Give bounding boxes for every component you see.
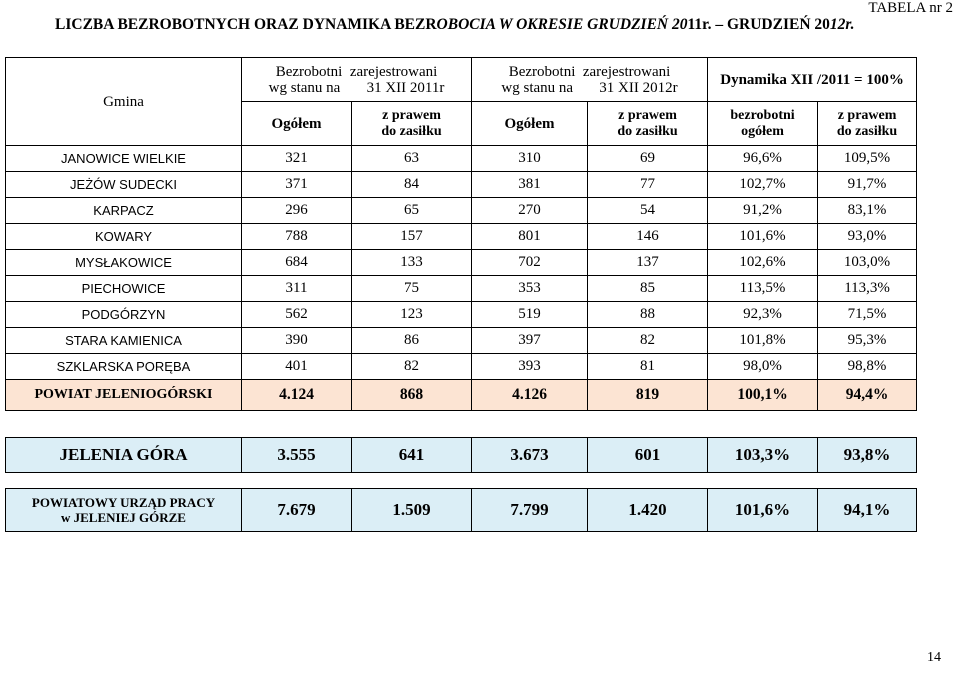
powiat-dyn-z-prawem: 94,4% bbox=[818, 380, 917, 411]
powiat-z-prawem-2011: 868 bbox=[352, 380, 472, 411]
jelenia-z-prawem-2012: 601 bbox=[588, 438, 708, 473]
powiat-ogolem-2011: 4.124 bbox=[242, 380, 352, 411]
header-group-2011 bbox=[242, 58, 472, 102]
z-prawem-2012: 77 bbox=[588, 172, 708, 198]
z-prawem-2011: 133 bbox=[352, 250, 472, 276]
title-part-2: OBOCIA W OKRESIE GRUDZIEŃ 20 bbox=[436, 16, 688, 33]
table-number-label: TABELA nr 2 bbox=[868, 0, 953, 16]
table-row bbox=[6, 250, 917, 276]
page-number: 14 bbox=[927, 650, 941, 665]
ogolem-2012: 381 bbox=[472, 172, 588, 198]
pup-z-prawem-2012: 1.420 bbox=[588, 489, 708, 532]
table-row bbox=[6, 302, 917, 328]
gmina-name: PODGÓRZYN bbox=[6, 302, 242, 328]
jelenia-dyn-ogolem: 103,3% bbox=[708, 438, 818, 473]
dyn-z-prawem: 91,7% bbox=[818, 172, 917, 198]
dyn-ogolem: 92,3% bbox=[708, 302, 818, 328]
title-part-4: 12r. bbox=[829, 16, 855, 33]
dyn-z-prawem: 93,0% bbox=[818, 224, 917, 250]
header-z-prawem-2012 bbox=[588, 102, 708, 146]
dyn-ogolem: 102,6% bbox=[708, 250, 818, 276]
header-group-2011-line2: wg stanu na 31 XII 2011r bbox=[268, 79, 445, 96]
dyn-ogolem: 101,6% bbox=[708, 224, 818, 250]
table-row bbox=[6, 328, 917, 354]
ogolem-2012: 393 bbox=[472, 354, 588, 380]
dyn-ogolem: 98,0% bbox=[708, 354, 818, 380]
jelenia-ogolem-2012: 3.673 bbox=[472, 438, 588, 473]
ogolem-2012: 310 bbox=[472, 146, 588, 172]
ogolem-2011: 296 bbox=[242, 198, 352, 224]
dyn-ogolem: 101,8% bbox=[708, 328, 818, 354]
dyn-z-prawem: 109,5% bbox=[818, 146, 917, 172]
z-prawem-2012: 69 bbox=[588, 146, 708, 172]
jelenia-ogolem-2011: 3.555 bbox=[242, 438, 352, 473]
pup-name-line2: w JELENIEJ GÓRZE bbox=[61, 510, 186, 525]
ogolem-2012: 353 bbox=[472, 276, 588, 302]
gmina-name: KOWARY bbox=[6, 224, 242, 250]
pup-dyn-z-prawem: 94,1% bbox=[818, 489, 917, 532]
pup-ogolem-2012: 7.799 bbox=[472, 489, 588, 532]
header-bezrobotni-line1: bezrobotni bbox=[730, 107, 795, 123]
table-row bbox=[6, 276, 917, 302]
header-dyn-z-prawem bbox=[818, 102, 917, 146]
dyn-z-prawem: 71,5% bbox=[818, 302, 917, 328]
ogolem-2011: 390 bbox=[242, 328, 352, 354]
dyn-ogolem: 91,2% bbox=[708, 198, 818, 224]
gmina-name: JANOWICE WIELKIE bbox=[6, 146, 242, 172]
table-row bbox=[6, 172, 917, 198]
pup-name bbox=[6, 489, 242, 532]
title-part-1: LICZBA BEZROBOTNYCH ORAZ DYNAMIKA BEZR bbox=[55, 16, 437, 33]
header-gmina: Gmina bbox=[6, 58, 242, 146]
jelenia-gora-table bbox=[5, 437, 917, 473]
z-prawem-2012: 82 bbox=[588, 328, 708, 354]
z-prawem-2012: 81 bbox=[588, 354, 708, 380]
z-prawem-2012: 146 bbox=[588, 224, 708, 250]
ogolem-2011: 401 bbox=[242, 354, 352, 380]
header-dynamika: Dynamika XII /2011 = 100% bbox=[708, 58, 917, 102]
gmina-name: STARA KAMIENICA bbox=[6, 328, 242, 354]
gmina-name: PIECHOWICE bbox=[6, 276, 242, 302]
dyn-z-prawem: 113,3% bbox=[818, 276, 917, 302]
gmina-name: KARPACZ bbox=[6, 198, 242, 224]
summary-row-powiat bbox=[6, 380, 917, 411]
pup-z-prawem-2011: 1.509 bbox=[352, 489, 472, 532]
z-prawem-2012: 88 bbox=[588, 302, 708, 328]
powiat-ogolem-2012: 4.126 bbox=[472, 380, 588, 411]
z-prawem-2011: 63 bbox=[352, 146, 472, 172]
dyn-z-prawem: 103,0% bbox=[818, 250, 917, 276]
header-z-prawem-line2: do zasiłku bbox=[836, 123, 898, 139]
z-prawem-2012: 54 bbox=[588, 198, 708, 224]
z-prawem-2011: 65 bbox=[352, 198, 472, 224]
table-row bbox=[6, 354, 917, 380]
table-row bbox=[6, 146, 917, 172]
pup-table bbox=[5, 488, 917, 532]
ogolem-2011: 788 bbox=[242, 224, 352, 250]
title-part-3: 11r. – GRUDZIEŃ 20 bbox=[687, 16, 830, 33]
header-group-2012-line2: wg stanu na 31 XII 2012r bbox=[501, 79, 678, 96]
jelenia-dyn-z-prawem: 93,8% bbox=[818, 438, 917, 473]
powiat-dyn-ogolem: 100,1% bbox=[708, 380, 818, 411]
dyn-z-prawem: 83,1% bbox=[818, 198, 917, 224]
z-prawem-2012: 137 bbox=[588, 250, 708, 276]
summary-row-jelenia-gora bbox=[6, 438, 917, 473]
ogolem-2011: 371 bbox=[242, 172, 352, 198]
ogolem-2011: 321 bbox=[242, 146, 352, 172]
header-z-prawem-line2: do zasiłku bbox=[381, 123, 442, 139]
jelenia-z-prawem-2011: 641 bbox=[352, 438, 472, 473]
page-title bbox=[55, 16, 854, 34]
header-dyn-bezrobotni bbox=[708, 102, 818, 146]
gmina-name: MYSŁAKOWICE bbox=[6, 250, 242, 276]
dyn-ogolem: 113,5% bbox=[708, 276, 818, 302]
z-prawem-2012: 85 bbox=[588, 276, 708, 302]
dyn-z-prawem: 98,8% bbox=[818, 354, 917, 380]
pup-dyn-ogolem: 101,6% bbox=[708, 489, 818, 532]
dyn-ogolem: 96,6% bbox=[708, 146, 818, 172]
header-z-prawem-line2: do zasiłku bbox=[617, 123, 678, 139]
header-z-prawem-line1: z prawem bbox=[382, 107, 441, 123]
ogolem-2011: 684 bbox=[242, 250, 352, 276]
z-prawem-2011: 82 bbox=[352, 354, 472, 380]
z-prawem-2011: 157 bbox=[352, 224, 472, 250]
z-prawem-2011: 123 bbox=[352, 302, 472, 328]
z-prawem-2011: 75 bbox=[352, 276, 472, 302]
ogolem-2012: 702 bbox=[472, 250, 588, 276]
dyn-z-prawem: 95,3% bbox=[818, 328, 917, 354]
dyn-ogolem: 102,7% bbox=[708, 172, 818, 198]
header-bezrobotni-line2: ogółem bbox=[741, 123, 784, 139]
z-prawem-2011: 86 bbox=[352, 328, 472, 354]
table-row bbox=[6, 224, 917, 250]
header-group-2011-line1: Bezrobotni zarejestrowani bbox=[275, 63, 438, 80]
table-row bbox=[6, 198, 917, 224]
gmina-name: SZKLARSKA PORĘBA bbox=[6, 354, 242, 380]
gmina-name: JEŻÓW SUDECKI bbox=[6, 172, 242, 198]
header-z-prawem-line1: z prawem bbox=[618, 107, 677, 123]
ogolem-2012: 397 bbox=[472, 328, 588, 354]
header-group-2012-line1: Bezrobotni zarejestrowani bbox=[508, 63, 671, 80]
powiat-name: POWIAT JELENIOGÓRSKI bbox=[6, 380, 242, 411]
z-prawem-2011: 84 bbox=[352, 172, 472, 198]
header-ogolem-2011: Ogółem bbox=[242, 102, 352, 146]
header-z-prawem-line1: z prawem bbox=[837, 107, 897, 123]
summary-row-pup bbox=[6, 489, 917, 532]
header-group-2012 bbox=[472, 58, 708, 102]
ogolem-2012: 801 bbox=[472, 224, 588, 250]
ogolem-2012: 519 bbox=[472, 302, 588, 328]
powiat-z-prawem-2012: 819 bbox=[588, 380, 708, 411]
ogolem-2012: 270 bbox=[472, 198, 588, 224]
header-z-prawem-2011 bbox=[352, 102, 472, 146]
header-ogolem-2012: Ogółem bbox=[472, 102, 588, 146]
ogolem-2011: 311 bbox=[242, 276, 352, 302]
pup-name-line1: POWIATOWY URZĄD PRACY bbox=[31, 495, 216, 510]
ogolem-2011: 562 bbox=[242, 302, 352, 328]
pup-ogolem-2011: 7.679 bbox=[242, 489, 352, 532]
main-table bbox=[5, 57, 917, 411]
jelenia-name: JELENIA GÓRA bbox=[6, 438, 242, 473]
